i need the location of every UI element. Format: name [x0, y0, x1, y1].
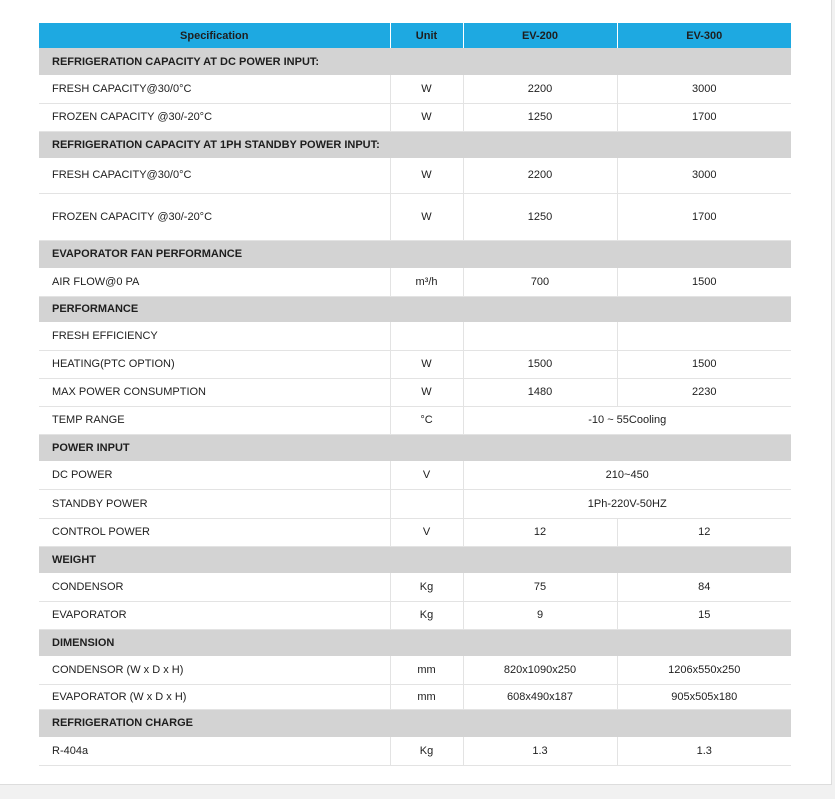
spec-value-b: [617, 322, 791, 350]
section-title: REFRIGERATION CAPACITY AT DC POWER INPUT:: [39, 48, 791, 75]
section-row: [39, 434, 791, 461]
spec-value-a: 700: [463, 268, 617, 296]
spec-value-b: 1.3: [617, 737, 791, 765]
spec-unit: [390, 489, 463, 518]
spec-unit: V: [390, 518, 463, 546]
spec-label: FRESH CAPACITY@30/0°C: [39, 75, 390, 103]
table-row: [39, 656, 791, 684]
spec-label: AIR FLOW@0 PA: [39, 268, 390, 296]
section-row: [39, 131, 791, 158]
header-unit: Unit: [390, 23, 463, 48]
spec-label: EVAPORATOR (W x D x H): [39, 684, 390, 709]
section-row: [39, 240, 791, 268]
spec-label: FRESH CAPACITY@30/0°C: [39, 158, 390, 193]
spec-unit: W: [390, 158, 463, 193]
spec-value-b: 1500: [617, 350, 791, 378]
spec-value-b: 12: [617, 518, 791, 546]
spec-value-b: 1700: [617, 103, 791, 131]
spec-label: CONDENSOR: [39, 573, 390, 601]
spec-unit: m³/h: [390, 268, 463, 296]
spec-label: MAX POWER CONSUMPTION: [39, 378, 390, 406]
table-row: [39, 573, 791, 601]
spec-value-b: 1206x550x250: [617, 656, 791, 684]
table-row: [39, 350, 791, 378]
spec-unit: W: [390, 103, 463, 131]
table-row: [39, 193, 791, 240]
section-title: EVAPORATOR FAN PERFORMANCE: [39, 240, 791, 268]
table-row: [39, 378, 791, 406]
section-title: REFRIGERATION CAPACITY AT 1PH STANDBY POWER INPUT:: [39, 131, 791, 158]
spec-value-a: 608x490x187: [463, 684, 617, 709]
header-model-a: EV-200: [463, 23, 617, 48]
spec-value-b: 1700: [617, 193, 791, 240]
spec-label: HEATING(PTC OPTION): [39, 350, 390, 378]
section-title: WEIGHT: [39, 546, 791, 573]
spec-value-a: 1.3: [463, 737, 617, 765]
spec-unit: W: [390, 193, 463, 240]
section-row: [39, 546, 791, 573]
table-row: [39, 461, 791, 489]
spec-value-a: 1480: [463, 378, 617, 406]
spec-value-a: 1250: [463, 103, 617, 131]
spec-value-merged: 210~450: [463, 461, 791, 489]
section-row: [39, 296, 791, 322]
section-title: POWER INPUT: [39, 434, 791, 461]
table-row: [39, 103, 791, 131]
spec-value-b: 905x505x180: [617, 684, 791, 709]
spec-unit: Kg: [390, 737, 463, 765]
table-header-row: [39, 23, 791, 48]
spec-label: FROZEN CAPACITY @30/-20°C: [39, 193, 390, 240]
spec-label: TEMP RANGE: [39, 406, 390, 434]
spec-value-a: [463, 322, 617, 350]
spec-value-merged: 1Ph-220V-50HZ: [463, 489, 791, 518]
section-row: [39, 629, 791, 656]
table-row: [39, 601, 791, 629]
section-title: REFRIGERATION CHARGE: [39, 709, 791, 737]
spec-label: CONTROL POWER: [39, 518, 390, 546]
spec-value-b: 84: [617, 573, 791, 601]
section-title: DIMENSION: [39, 629, 791, 656]
spec-label: CONDENSOR (W x D x H): [39, 656, 390, 684]
spec-value-a: 2200: [463, 158, 617, 193]
spec-label: FRESH EFFICIENCY: [39, 322, 390, 350]
spec-value-a: 1500: [463, 350, 617, 378]
spec-label: EVAPORATOR: [39, 601, 390, 629]
spec-label: R-404a: [39, 737, 390, 765]
spec-value-a: 12: [463, 518, 617, 546]
header-model-b: EV-300: [617, 23, 791, 48]
spec-unit: mm: [390, 656, 463, 684]
table-row: [39, 406, 791, 434]
spec-value-b: 15: [617, 601, 791, 629]
spec-unit: W: [390, 350, 463, 378]
spec-value-merged: -10 ~ 55Cooling: [463, 406, 791, 434]
table-row: [39, 737, 791, 765]
spec-value-b: 3000: [617, 75, 791, 103]
spec-value-b: 3000: [617, 158, 791, 193]
spec-value-a: 1250: [463, 193, 617, 240]
spec-value-a: 9: [463, 601, 617, 629]
spec-value-a: 2200: [463, 75, 617, 103]
spec-label: DC POWER: [39, 461, 390, 489]
spec-unit: mm: [390, 684, 463, 709]
table-row: [39, 268, 791, 296]
spec-value-b: 2230: [617, 378, 791, 406]
spec-unit: W: [390, 378, 463, 406]
table-row: [39, 518, 791, 546]
table-row: [39, 489, 791, 518]
spec-label: FROZEN CAPACITY @30/-20°C: [39, 103, 390, 131]
spec-unit: Kg: [390, 573, 463, 601]
section-title: PERFORMANCE: [39, 296, 791, 322]
header-specification: Specification: [39, 23, 390, 48]
table-row: [39, 158, 791, 193]
spec-value-a: 820x1090x250: [463, 656, 617, 684]
section-row: [39, 48, 791, 75]
spec-value-a: 75: [463, 573, 617, 601]
spec-unit: W: [390, 75, 463, 103]
spec-unit: °C: [390, 406, 463, 434]
spec-unit: Kg: [390, 601, 463, 629]
specification-table: [39, 23, 791, 766]
spec-unit: V: [390, 461, 463, 489]
spec-value-b: 1500: [617, 268, 791, 296]
table-row: [39, 322, 791, 350]
table-row: [39, 684, 791, 709]
spec-label: STANDBY POWER: [39, 489, 390, 518]
spec-unit: [390, 322, 463, 350]
table-row: [39, 75, 791, 103]
section-row: [39, 709, 791, 737]
